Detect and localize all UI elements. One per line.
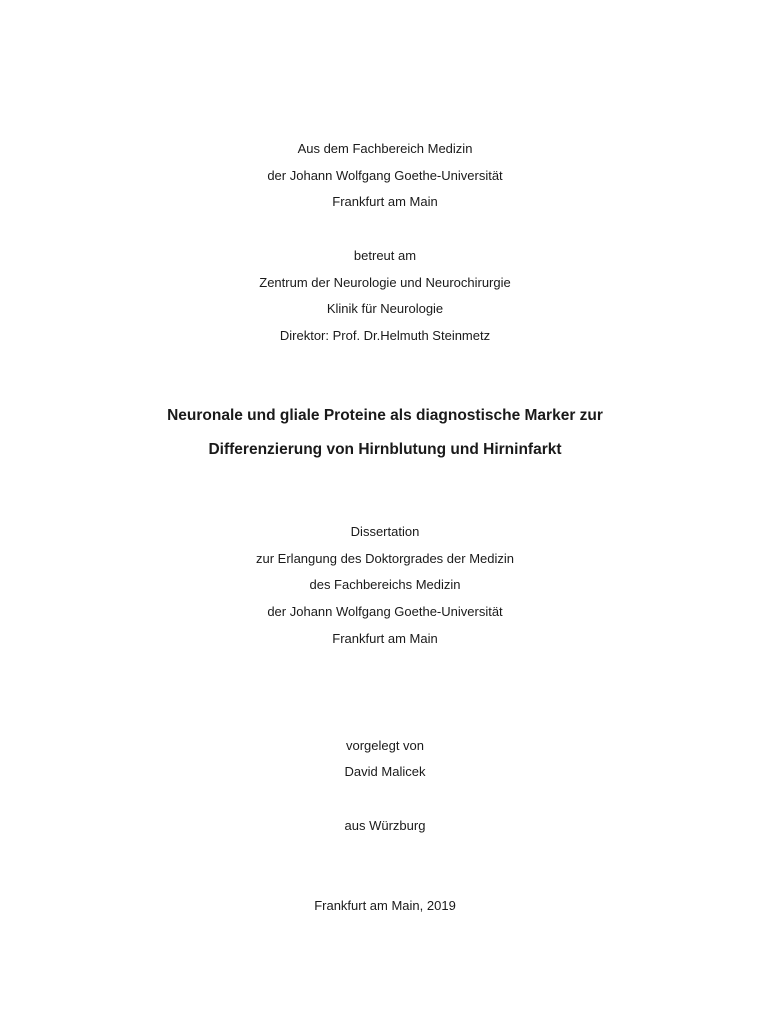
institution-line-university: der Johann Wolfgang Goethe-Universität xyxy=(267,168,503,183)
thesis-title-line-1: Neuronale und gliale Proteine als diagnostische Marker zur xyxy=(167,407,603,424)
author-line-intro: vorgelegt von xyxy=(345,738,425,753)
supervision-line-intro: betreut am xyxy=(353,248,417,263)
supervision-line-center: Zentrum der Neurologie und Neurochirurgie xyxy=(259,275,511,290)
author-name: David Malicek xyxy=(344,764,426,779)
author-origin: aus Würzburg xyxy=(344,818,426,833)
dissertation-line-degree: zur Erlangung des Doktorgrades der Medizin xyxy=(256,551,514,566)
dissertation-line-faculty: des Fachbereichs Medizin xyxy=(309,577,461,592)
supervision-line-director: Direktor: Prof. Dr.Helmuth Steinmetz xyxy=(279,328,491,343)
institution-line-city: Frankfurt am Main xyxy=(332,194,438,209)
supervision-line-clinic: Klinik für Neurologie xyxy=(326,301,444,316)
institution-line-faculty: Aus dem Fachbereich Medizin xyxy=(297,141,473,156)
dissertation-line-city: Frankfurt am Main xyxy=(332,631,438,646)
place-and-date: Frankfurt am Main, 2019 xyxy=(314,898,456,913)
dissertation-line-type: Dissertation xyxy=(350,524,420,539)
dissertation-line-university: der Johann Wolfgang Goethe-Universität xyxy=(267,604,503,619)
thesis-title-line-2: Differenzierung von Hirnblutung und Hirninfarkt xyxy=(208,441,562,458)
